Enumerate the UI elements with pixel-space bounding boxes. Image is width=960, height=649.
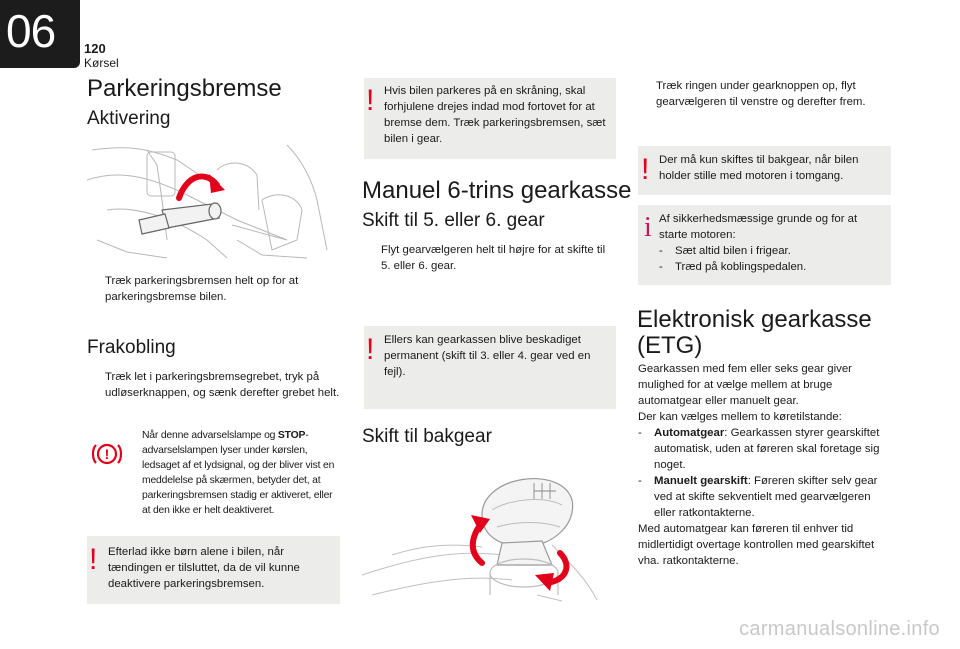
- info-item: [659, 259, 887, 275]
- etg-title-line2: (ETG): [637, 332, 703, 360]
- gear56-heading: Skift til 5. eller 6. gear: [362, 210, 545, 231]
- gear-knob-illustration: [362, 455, 617, 605]
- section-name: Kørsel: [84, 56, 119, 70]
- info-item: [659, 243, 887, 259]
- bullet-arrow-icon: [639, 78, 651, 110]
- release-heading: Frakobling: [87, 337, 176, 358]
- handbrake-illustration: [87, 140, 340, 260]
- etg-para-2: Der kan vælges mellem to køretilstande:: [638, 411, 842, 423]
- etg-body: [638, 361, 892, 569]
- brake-lamp-glyph: !: [104, 446, 110, 462]
- info-intro: Af sikkerhedsmæssige grunde og for at starte motoren:: [659, 213, 858, 241]
- activation-bullet: [88, 273, 340, 305]
- etg-mode-text: [654, 425, 892, 473]
- bullet-arrow-icon: [88, 369, 100, 401]
- bullet-arrow-icon: [88, 273, 100, 305]
- etg-title-line1: Elektronisk gearkasse: [637, 306, 872, 333]
- info-icon: i: [644, 212, 652, 243]
- reverse-heading: Skift til bakgear: [362, 426, 492, 447]
- release-bullet-text: Træk let i parkeringsbremsegrebet, tryk på udløserknappen, og sænk derefter grebet helt.: [105, 371, 340, 399]
- warning-exclamation-icon: !: [366, 84, 375, 117]
- reverse-bullet-text: Træk ringen under gearknoppen op, flyt gearvælgeren til venstre og derefter frem.: [656, 80, 866, 108]
- gear56-bullet: [364, 242, 616, 274]
- dash-glyph: -: [638, 427, 642, 439]
- dash-glyph: -: [638, 475, 642, 487]
- reverse-bullet: [639, 78, 891, 110]
- activation-bullet-text: Træk parkeringsbremsen helt op for at parkeringsbremse bilen.: [105, 275, 299, 303]
- gear56-bullet-text: Flyt gearvælgeren helt til højre for at skifte til 5. eller 6. gear.: [381, 244, 606, 272]
- activation-heading: Aktivering: [87, 108, 171, 129]
- damage-warning-box: [364, 326, 616, 409]
- slope-warning-text: Hvis bilen parkeres på en skråning, skal forhjulene drejes indad mod fortovet for at bremse dem. Træk parkeringsbremsen, sæt bilen i gear.: [384, 85, 606, 145]
- etg-mode-desc: : Føreren skifter selv gear ved at skifte sekventielt med gearvælgeren eller ratkontakterne.: [654, 475, 878, 519]
- etg-mode-desc: : Gearkassen styrer gearskiftet automatisk, uden at føreren skal foretage sig noget.: [654, 427, 880, 471]
- warning-exclamation-icon: !: [89, 543, 98, 576]
- lamp-note-pre: Når denne advarselslampe og: [142, 430, 278, 441]
- slope-warning-box: [364, 78, 616, 159]
- release-bullet: [88, 369, 340, 401]
- children-warning-text: Efterlad ikke børn alene i bilen, når tændingen er tilsluttet, da de vil kunne deaktivere parkeringsbremsen.: [108, 546, 300, 590]
- dash-glyph: -: [659, 245, 663, 257]
- etg-para-3: Med automatgear kan føreren til enhver tid midlertidigt overtage kontrollen med gearskiftet vha. ratkontakterne.: [638, 523, 875, 567]
- page-number: 120: [84, 41, 106, 56]
- parking-brake-title: Parkeringsbremse: [87, 75, 282, 102]
- bullet-arrow-icon: [364, 242, 376, 274]
- info-item-text: Sæt altid bilen i frigear.: [675, 245, 791, 257]
- brake-warning-lamp-icon: [91, 440, 123, 468]
- lamp-note-stop: STOP: [277, 430, 306, 441]
- manual-gearbox-title: Manuel 6-trins gearkasse: [362, 177, 632, 204]
- reverse-warning-text: Der må kun skiftes til bakgear, når bilen holder stille med motoren i tomgang.: [659, 154, 859, 182]
- children-warning-box: [87, 536, 340, 604]
- info-item-text: Træd på koblingspedalen.: [675, 261, 807, 273]
- etg-title: [637, 307, 872, 360]
- chapter-number: 06: [6, 5, 56, 57]
- warning-exclamation-icon: !: [641, 153, 650, 186]
- etg-para-1: Gearkassen med fem eller seks gear giver mulighed for at vælge mellem at bruge automatgear eller manuelt gear.: [638, 363, 852, 407]
- lamp-note-post: -advarselslampen lyser under kørslen, ledsaget af et lydsignal, og der bliver vist en meddelelse på skærmen, betyder det, at parkeringsbremsen stadig er aktiveret, eller at den ikke er helt deaktiveret.: [142, 430, 335, 516]
- etg-mode-name: Automatgear: [654, 427, 725, 439]
- info-box: [638, 205, 891, 285]
- reverse-warning-box: [638, 146, 891, 195]
- info-content: [659, 211, 887, 275]
- etg-mode-text: [654, 473, 892, 521]
- lamp-note: [142, 428, 340, 518]
- etg-mode-name: Manuelt gearskift: [654, 475, 748, 487]
- etg-mode-item: [638, 425, 892, 473]
- dash-glyph: -: [659, 261, 663, 273]
- watermark: carmanualsonline.info: [739, 618, 940, 640]
- damage-warning-text: Ellers kan gearkassen blive beskadiget permanent (skift til 3. eller 4. gear ved en fejl).: [384, 334, 591, 378]
- warning-exclamation-icon: !: [366, 333, 375, 366]
- etg-mode-item: [638, 473, 892, 521]
